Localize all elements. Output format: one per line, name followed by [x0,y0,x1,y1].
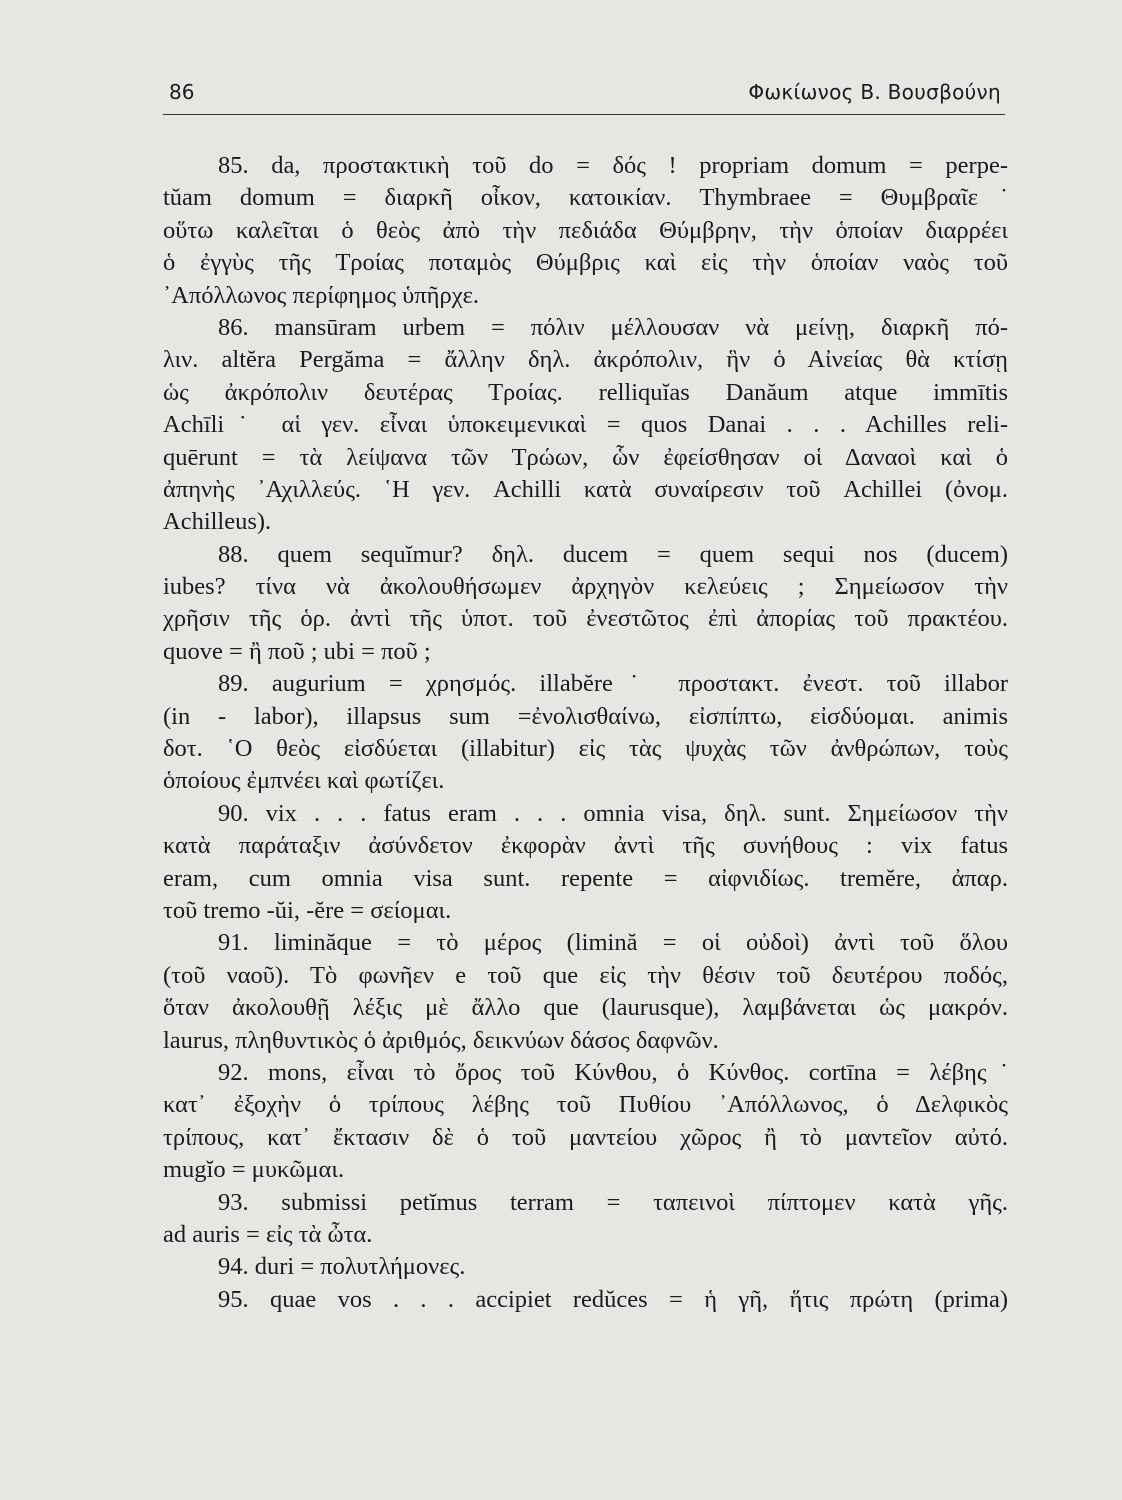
text-line: 93. submissi petĭmus terram = ταπεινοὶ πίπτομεν κατὰ γῆς. [218,1188,1008,1216]
text-line: (in - labor), illapsus sum =ἐνολισθαίνω, εἰσπίπτω, εἰσδύομαι. animis [163,702,1008,730]
text-line: τοῦ tremo -ŭi, -ĕre = σείομαι. [163,896,452,924]
text-line: ἀπηνὴς ᾿Αχιλλεύς. ῾Η γεν. Achilli κατὰ συναίρεσιν τοῦ Achillei (ὀνομ. [163,475,1008,503]
text-line: ad auris = εἰς τὰ ὦτα. [163,1220,373,1248]
text-line: 91. liminăque = τὸ μέρος (limină = οἱ οὐδοὶ) ἀντὶ τοῦ ὅλου [218,929,1008,957]
text-line: λιν. altĕra Pergăma = ἄλλην δηλ. ἀκρόπολιν, ἣν ὁ Αἰνείας θὰ κτίσῃ [163,346,1008,374]
text-line: οὕτω καλεῖται ὁ θεὸς ἀπὸ τὴν πεδιάδα Θύμβρην, τὴν ὁποίαν διαρρέει [163,216,1008,244]
text-line: quērunt = τὰ λείψανα τῶν Τρώων, ὧν ἐφείσθησαν οἱ Δαναοὶ καὶ ὁ [163,443,1008,471]
text-line: κατ᾿ ἐξοχὴν ὁ τρίπους λέβης τοῦ Πυθίου ᾿Απόλλωνος, ὁ Δελφικὸς [163,1091,1008,1119]
text-line: 92. mons, εἶναι τὸ ὄρος τοῦ Κύνθου, ὁ Κύνθος. cortīna = λέβης˙ [218,1058,1008,1086]
text-line: mugĭo = μυκῶμαι. [163,1156,345,1184]
text-line: eram, cum omnia visa sunt. repente = αἰφνιδίως. tremĕre, ἀπαρ. [163,864,1008,892]
text-line: 90. vix . . . fatus eram . . . omnia visa, δηλ. sunt. Σημείωσον τὴν [218,799,1008,827]
running-head: Φωκίωνος Β. Βουσβούνη [748,80,1001,104]
text-line: χρῆσιν τῆς ὁρ. ἀντὶ τῆς ὑποτ. τοῦ ἐνεστῶτος ἐπὶ ἀπορίας τοῦ πρακτέου. [163,605,1008,633]
text-line: δοτ. ῾Ο θεὸς εἰσδύεται (illabitur) εἰς τὰς ψυχὰς τῶν ἀνθρώπων, τοὺς [163,735,1008,763]
text-line: Achīli˙ αἱ γεν. εἶναι ὑποκειμενικαὶ = quos Danai . . . Achilles reli- [163,411,1008,439]
commentary-text [163,150,1008,1316]
text-line: ᾿Απόλλωνος περίφημος ὑπῆρχε. [163,281,479,309]
text-line: 88. quem sequĭmur? δηλ. ducem = quem sequi nos (ducem) [218,540,1008,568]
text-line: 85. da, προστακτικὴ τοῦ do = δός ! propriam domum = perpe- [218,152,1008,179]
text-line: 94. duri = πολυτλήμονες. [218,1253,466,1281]
page-number: 86 [169,80,195,104]
text-line: 89. augurium = χρησμός. illabĕre˙ προστακτ. ἐνεστ. τοῦ illabor [218,670,1008,698]
text-line: ὅταν ἀκολουθῇ λέξις μὲ ἄλλο que (laurusque), λαμβάνεται ὡς μακρόν. [163,994,1008,1022]
page-header [163,74,1005,115]
text-line: κατὰ παράταξιν ἀσύνδετον ἐκφορὰν ἀντὶ τῆς συνήθους : vix fatus [163,832,1008,860]
text-line: τρίπους, κατ᾿ ἔκτασιν δὲ ὁ τοῦ μαντείου χῶρος ἢ τὸ μαντεῖον αὐτό. [163,1123,1008,1151]
text-line: iubes? τίνα νὰ ἀκολουθήσωμεν ἀρχηγὸν κελεύεις ; Σημείωσον τὴν [163,573,1008,601]
text-line: ὁποίους ἐμπνέει καὶ φωτίζει. [163,767,445,795]
text-line: tŭam domum = διαρκῆ οἶκον, κατοικίαν. Thymbraee = Θυμβραῖε˙ [163,184,1008,212]
text-line: 95. quae vos . . . accipiet redŭces = ἡ γῆ, ἥτις πρώτη (prima) [218,1285,1008,1313]
text-line: 86. mansūram urbem = πόλιν μέλλουσαν νὰ μείνῃ, διαρκῆ πό- [218,313,1008,341]
text-line: quove = ἢ ποῦ ; ubi = ποῦ ; [163,637,431,665]
text-line: ὡς ἀκρόπολιν δευτέρας Τροίας. relliquĭas Danăum atque immītis [163,378,1008,406]
text-line: ὁ ἐγγὺς τῆς Τροίας ποταμὸς Θύμβρις καὶ εἰς τὴν ὁποίαν ναὸς τοῦ [163,249,1008,277]
text-line: (τοῦ ναοῦ). Τὸ φωνῆεν e τοῦ que εἰς τὴν θέσιν τοῦ δευτέρου ποδός, [163,961,1008,989]
text-line: Achilleus). [163,508,272,536]
text-line: laurus, πληθυντικὸς ὁ ἀριθμός, δεικνύων δάσος δαφνῶν. [163,1026,719,1054]
